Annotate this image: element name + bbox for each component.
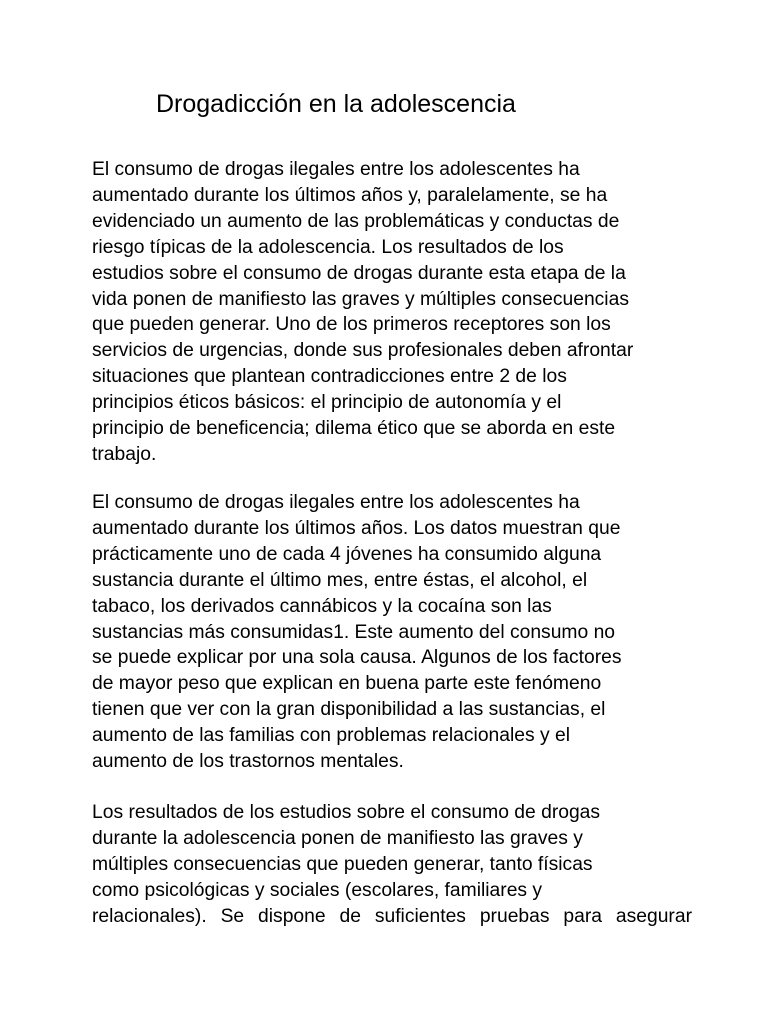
text-line: aumento de las familias con problemas relacionales y el	[92, 725, 570, 747]
text-line: Los resultados de los estudios sobre el consumo de drogas	[92, 802, 601, 823]
text-line: evidenciado un aumento de las problemáticas y conductas de	[92, 210, 620, 232]
text-line: El consumo de drogas ilegales entre los adolescentes ha	[92, 492, 580, 513]
text-line: aumentado durante los últimos años. Los datos muestran que	[92, 517, 621, 539]
text-line: sustancia durante el último mes, entre éstas, el alcohol, el	[92, 569, 588, 591]
text-line: riesgo típicas de la adolescencia. Los resultados de los	[92, 236, 564, 258]
text-line: como psicológicas y sociales (escolares, familiares y	[92, 879, 543, 901]
text-line: se puede explicar por una sola causa. Algunos de los factores	[92, 647, 622, 669]
text-line: sustancias más consumidas1. Este aumento del consumo no	[92, 621, 616, 643]
text-line: vida ponen de manifiesto las graves y múltiples consecuencias	[92, 288, 629, 310]
paragraph	[92, 800, 692, 930]
paragraph	[92, 157, 692, 468]
text-line: principio de beneficencia; dilema ético que se aborda en este	[92, 418, 616, 440]
document-title: Drogadicción en la adolescencia	[156, 90, 516, 118]
text-line: de mayor peso que explican en buena parte este fenómeno	[92, 673, 602, 695]
text-line: durante la adolescencia ponen de manifiesto las graves y	[92, 827, 583, 849]
text-line: principios éticos básicos: el principio de autonomía y el	[92, 392, 562, 414]
text-line: trabajo.	[92, 443, 157, 465]
text-line: aumento de los trastornos mentales.	[92, 751, 404, 773]
text-line: tienen que ver con la gran disponibilidad a las sustancias, el	[92, 699, 606, 721]
text-line: situaciones que plantean contradicciones entre 2 de los	[92, 366, 567, 388]
text-line: servicios de urgencias, donde sus profesionales deben afrontar	[92, 340, 634, 362]
text-line: relacionales). Se dispone de suficientes pruebas para asegurar	[92, 905, 692, 927]
text-line: que pueden generar. Uno de los primeros receptores son los	[92, 314, 611, 336]
text-line: múltiples consecuencias que pueden generar, tanto físicas	[92, 853, 593, 875]
text-line: El consumo de drogas ilegales entre los adolescentes ha	[92, 159, 580, 180]
text-line: estudios sobre el consumo de drogas durante esta etapa de la	[92, 262, 626, 284]
text-line: prácticamente uno de cada 4 jóvenes ha consumido alguna	[92, 543, 602, 565]
text-line: aumentado durante los últimos años y, paralelamente, se ha	[92, 184, 608, 206]
text-line: tabaco, los derivados cannábicos y la cocaína son las	[92, 595, 552, 617]
paragraph	[92, 490, 692, 775]
